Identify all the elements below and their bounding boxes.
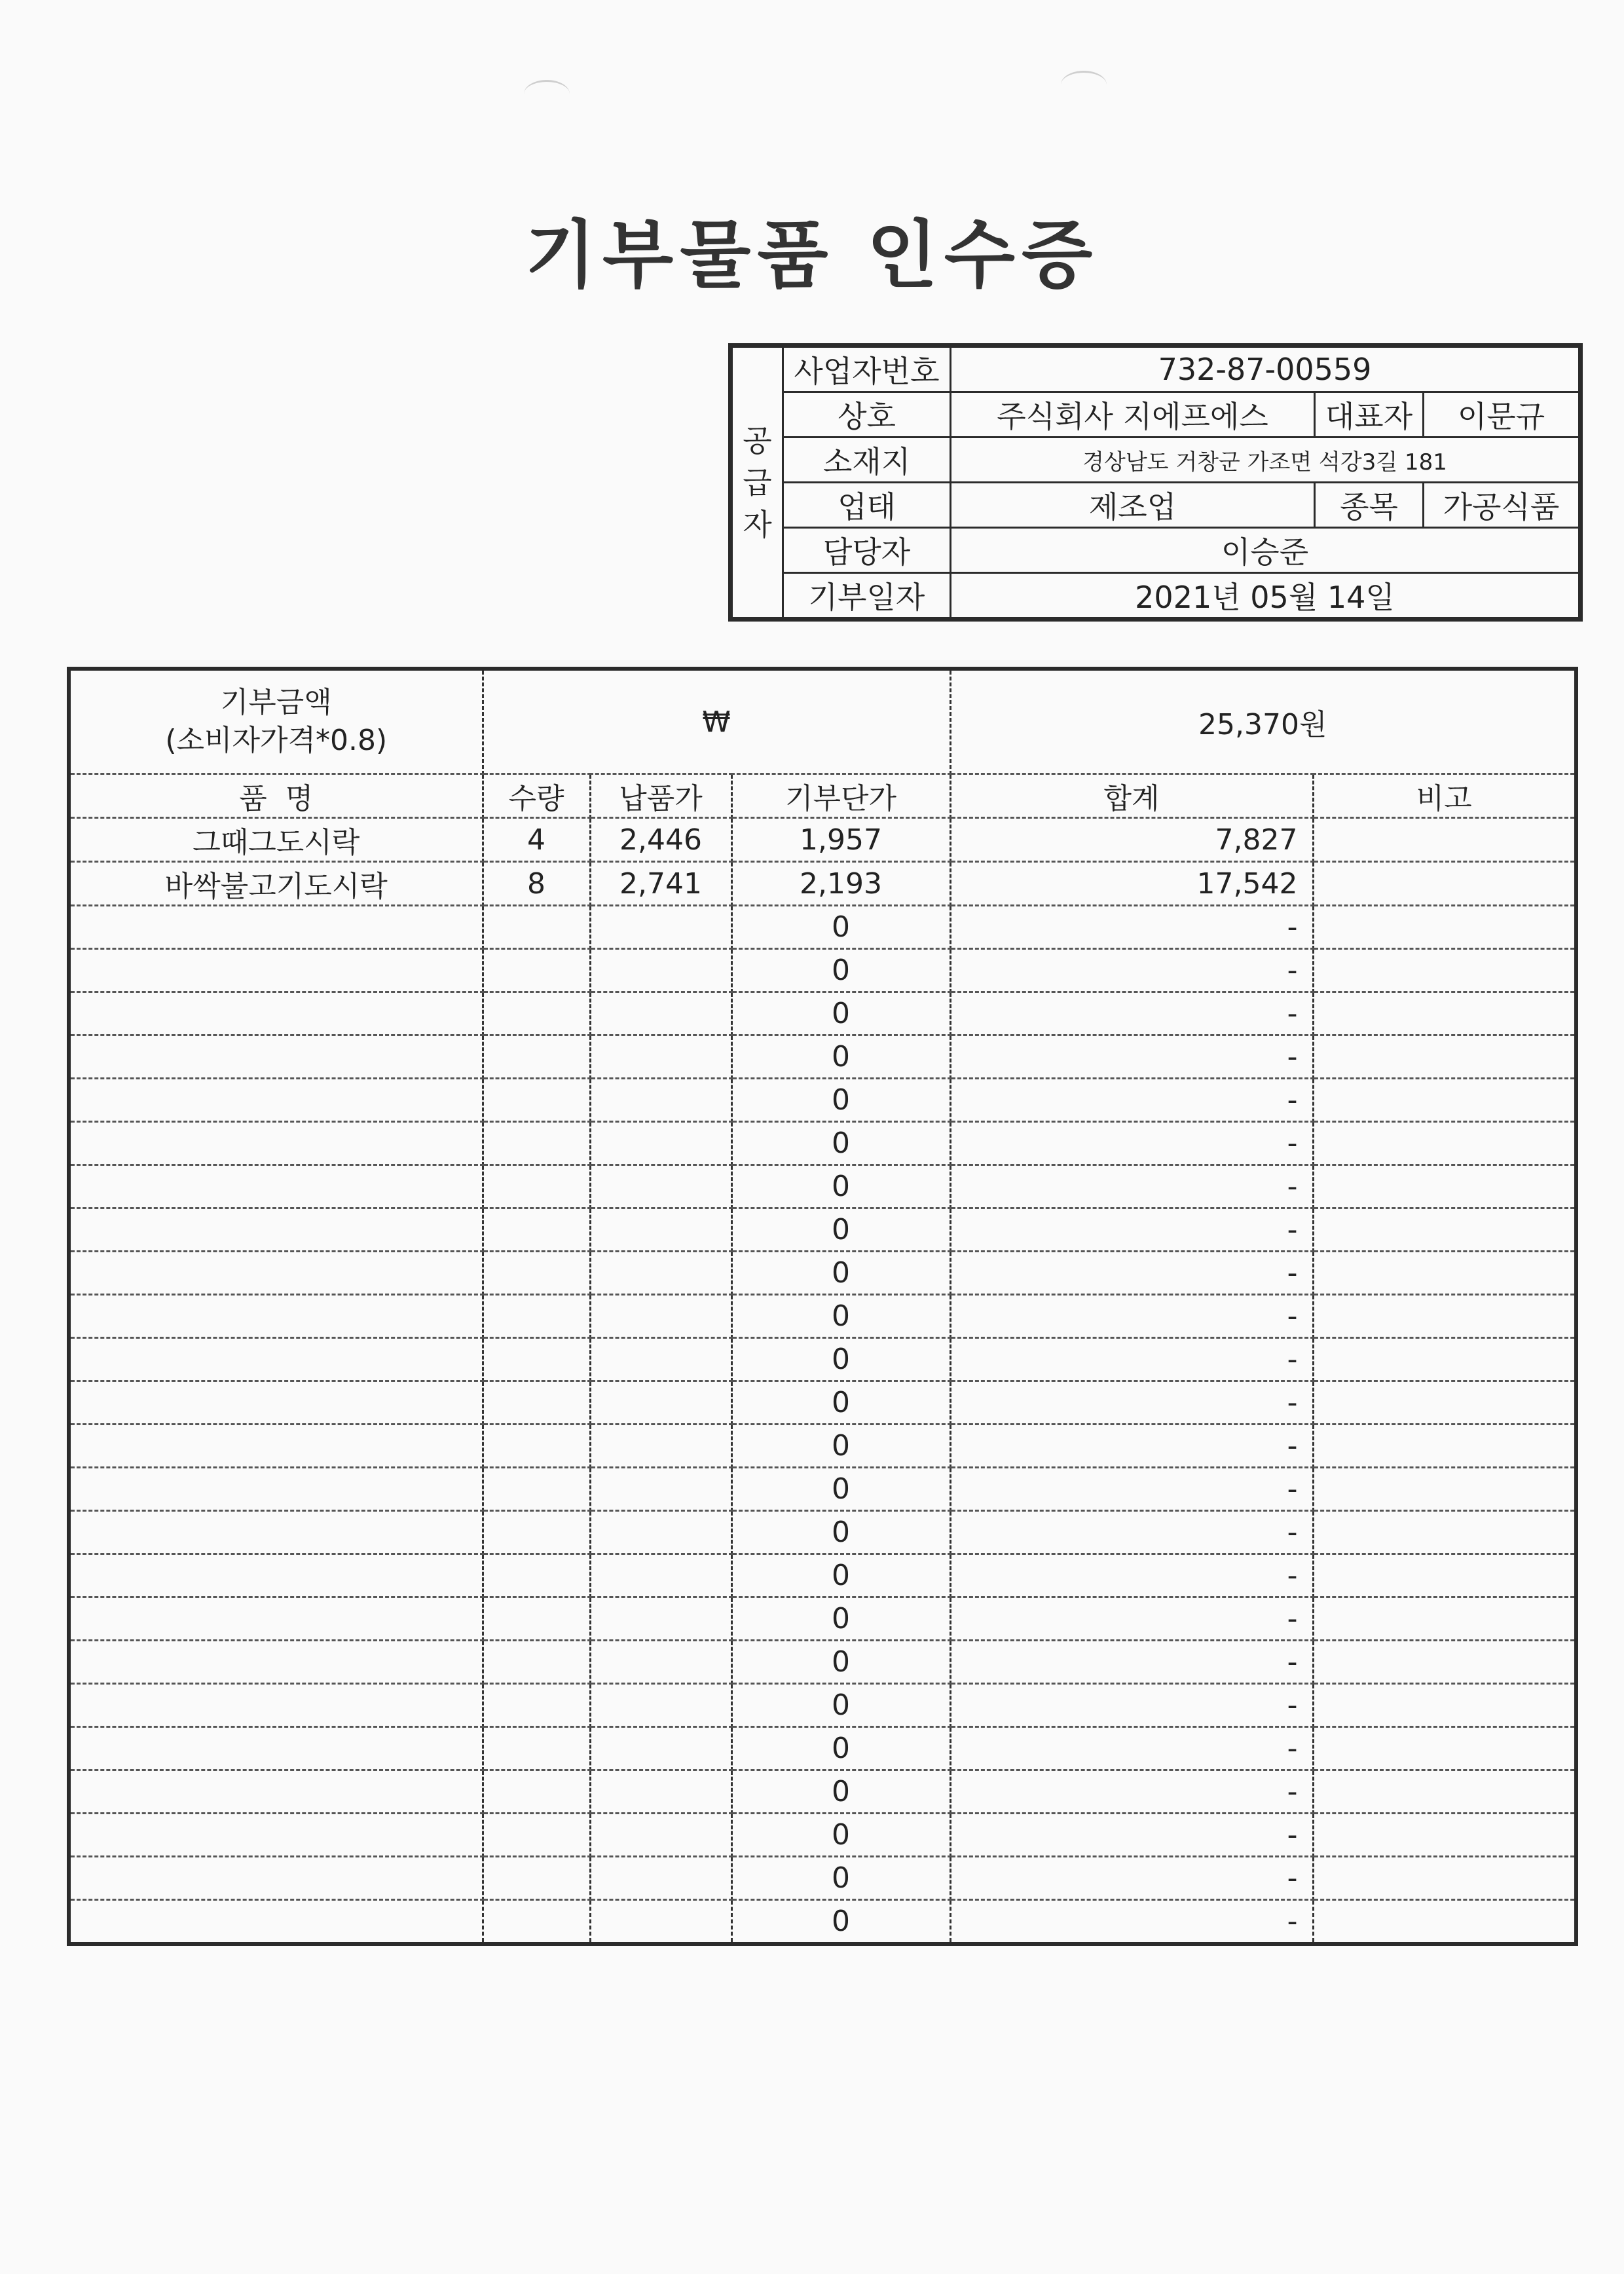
table-row xyxy=(69,1338,1576,1381)
item-note xyxy=(1313,1035,1576,1079)
item-total: - xyxy=(950,1252,1313,1295)
item-supply-price xyxy=(590,1727,731,1770)
item-name xyxy=(69,1770,483,1814)
item-quantity xyxy=(483,1554,590,1597)
item-name xyxy=(69,906,483,949)
item-name xyxy=(69,1727,483,1770)
item-total: - xyxy=(950,1857,1313,1900)
item-quantity xyxy=(483,906,590,949)
item-unit-price: 0 xyxy=(731,1857,950,1900)
header-supply-price: 납품가 xyxy=(590,774,731,818)
item-name: 바싹불고기도시락 xyxy=(69,862,483,906)
header-note: 비고 xyxy=(1313,774,1576,818)
item-total: - xyxy=(950,1770,1313,1814)
document-title: 기부물품 인수증 xyxy=(525,213,1099,298)
address-label: 소재지 xyxy=(783,438,951,483)
table-row xyxy=(69,1554,1576,1597)
item-unit-price: 0 xyxy=(731,1122,950,1165)
item-note xyxy=(1313,906,1576,949)
item-name xyxy=(69,1252,483,1295)
item-total: - xyxy=(950,1381,1313,1425)
item-unit-price: 0 xyxy=(731,1641,950,1684)
item-unit-price: 0 xyxy=(731,1900,950,1945)
item-total: - xyxy=(950,1511,1313,1554)
item-name xyxy=(69,1511,483,1554)
item-total: - xyxy=(950,1597,1313,1641)
item-supply-price: 2,446 xyxy=(590,818,731,862)
item-note xyxy=(1313,818,1576,862)
item-note xyxy=(1313,1252,1576,1295)
category-label: 종목 xyxy=(1315,483,1424,528)
item-unit-price: 0 xyxy=(731,1338,950,1381)
supplier-info-table xyxy=(728,343,1583,622)
item-supply-price xyxy=(590,1641,731,1684)
item-quantity xyxy=(483,1079,590,1122)
item-total: - xyxy=(950,1079,1313,1122)
item-note xyxy=(1313,1857,1576,1900)
donation-date-label: 기부일자 xyxy=(783,573,951,620)
table-row xyxy=(69,949,1576,992)
item-quantity xyxy=(483,1252,590,1295)
item-quantity xyxy=(483,1468,590,1511)
table-row xyxy=(69,1208,1576,1252)
item-unit-price: 2,193 xyxy=(731,862,950,906)
punch-hole-left xyxy=(524,80,570,108)
item-unit-price: 0 xyxy=(731,1208,950,1252)
item-name xyxy=(69,1641,483,1684)
item-supply-price: 2,741 xyxy=(590,862,731,906)
item-supply-price xyxy=(590,1511,731,1554)
side-char: 급 xyxy=(743,464,772,500)
item-name xyxy=(69,1684,483,1727)
item-quantity xyxy=(483,1425,590,1468)
item-supply-price xyxy=(590,1468,731,1511)
item-name xyxy=(69,992,483,1035)
table-row xyxy=(69,1035,1576,1079)
item-name xyxy=(69,1035,483,1079)
item-unit-price: 0 xyxy=(731,1165,950,1208)
item-supply-price xyxy=(590,1122,731,1165)
table-row xyxy=(69,1122,1576,1165)
header-quantity: 수량 xyxy=(483,774,590,818)
item-supply-price xyxy=(590,1381,731,1425)
item-name xyxy=(69,1165,483,1208)
table-row xyxy=(69,862,1576,906)
item-note xyxy=(1313,1425,1576,1468)
item-supply-price xyxy=(590,1597,731,1641)
item-supply-price xyxy=(590,1338,731,1381)
donation-amount-label xyxy=(69,669,483,774)
item-unit-price: 0 xyxy=(731,992,950,1035)
item-quantity xyxy=(483,1857,590,1900)
company-name: 주식회사 지에프에스 xyxy=(951,392,1315,438)
business-type-label: 업태 xyxy=(783,483,951,528)
item-quantity xyxy=(483,1381,590,1425)
table-row xyxy=(69,1295,1576,1338)
item-unit-price: 0 xyxy=(731,1511,950,1554)
item-name xyxy=(69,1338,483,1381)
item-name xyxy=(69,1468,483,1511)
item-note xyxy=(1313,1641,1576,1684)
item-unit-price: 0 xyxy=(731,949,950,992)
item-total: - xyxy=(950,1900,1313,1945)
company-label: 상호 xyxy=(783,392,951,438)
table-row xyxy=(69,818,1576,862)
item-name xyxy=(69,1597,483,1641)
business-type: 제조업 xyxy=(951,483,1315,528)
item-unit-price: 0 xyxy=(731,1727,950,1770)
item-unit-price: 0 xyxy=(731,1468,950,1511)
table-row xyxy=(69,1252,1576,1295)
item-supply-price xyxy=(590,1035,731,1079)
item-total: - xyxy=(950,1165,1313,1208)
item-quantity xyxy=(483,1900,590,1945)
item-total: - xyxy=(950,906,1313,949)
manager-name: 이승준 xyxy=(951,528,1581,573)
item-quantity xyxy=(483,1727,590,1770)
item-unit-price: 0 xyxy=(731,1814,950,1857)
item-quantity xyxy=(483,1770,590,1814)
item-quantity xyxy=(483,1338,590,1381)
item-supply-price xyxy=(590,1295,731,1338)
item-supply-price xyxy=(590,949,731,992)
header-total: 합계 xyxy=(950,774,1313,818)
item-total: - xyxy=(950,1814,1313,1857)
item-note xyxy=(1313,1165,1576,1208)
amount-label-line: (소비자가격*0.8) xyxy=(165,724,388,757)
item-name xyxy=(69,1122,483,1165)
item-note xyxy=(1313,1381,1576,1425)
item-note xyxy=(1313,1079,1576,1122)
item-name: 그때그도시락 xyxy=(69,818,483,862)
item-supply-price xyxy=(590,1900,731,1945)
table-row xyxy=(69,1641,1576,1684)
item-name xyxy=(69,1554,483,1597)
header-unit-price: 기부단가 xyxy=(731,774,950,818)
manager-label: 담당자 xyxy=(783,528,951,573)
item-unit-price: 0 xyxy=(731,1295,950,1338)
item-supply-price xyxy=(590,1814,731,1857)
item-quantity xyxy=(483,1208,590,1252)
item-name xyxy=(69,1857,483,1900)
item-note xyxy=(1313,1770,1576,1814)
donation-date: 2021년 05월 14일 xyxy=(951,573,1581,620)
table-row xyxy=(69,1511,1576,1554)
item-quantity xyxy=(483,1684,590,1727)
table-header-row xyxy=(69,774,1576,818)
item-quantity xyxy=(483,1165,590,1208)
item-note xyxy=(1313,1900,1576,1945)
item-note xyxy=(1313,1208,1576,1252)
item-note xyxy=(1313,949,1576,992)
item-total: 17,542 xyxy=(950,862,1313,906)
table-row xyxy=(69,1165,1576,1208)
item-quantity xyxy=(483,1122,590,1165)
item-total: - xyxy=(950,1468,1313,1511)
item-supply-price xyxy=(590,1857,731,1900)
table-row xyxy=(69,1814,1576,1857)
table-row xyxy=(69,1727,1576,1770)
item-name xyxy=(69,1425,483,1468)
item-unit-price: 0 xyxy=(731,1597,950,1641)
side-char: 자 xyxy=(743,506,772,542)
item-note xyxy=(1313,1727,1576,1770)
item-note xyxy=(1313,1684,1576,1727)
item-quantity xyxy=(483,949,590,992)
item-total: - xyxy=(950,1122,1313,1165)
item-note xyxy=(1313,1554,1576,1597)
item-total: - xyxy=(950,1208,1313,1252)
item-note xyxy=(1313,992,1576,1035)
table-row xyxy=(69,1684,1576,1727)
item-quantity xyxy=(483,1641,590,1684)
item-supply-price xyxy=(590,1165,731,1208)
side-char: 공 xyxy=(743,422,772,458)
item-note xyxy=(1313,1814,1576,1857)
table-row xyxy=(69,1857,1576,1900)
table-row xyxy=(69,1597,1576,1641)
item-total: - xyxy=(950,949,1313,992)
item-total: 7,827 xyxy=(950,818,1313,862)
item-supply-price xyxy=(590,1770,731,1814)
item-total: - xyxy=(950,1684,1313,1727)
item-note xyxy=(1313,1122,1576,1165)
item-quantity: 4 xyxy=(483,818,590,862)
item-supply-price xyxy=(590,1079,731,1122)
item-supply-price xyxy=(590,1554,731,1597)
table-row xyxy=(69,906,1576,949)
item-total: - xyxy=(950,1035,1313,1079)
donation-items-table xyxy=(67,667,1578,1946)
item-unit-price: 0 xyxy=(731,1079,950,1122)
item-supply-price xyxy=(590,992,731,1035)
item-name xyxy=(69,1208,483,1252)
table-row xyxy=(69,992,1576,1035)
punch-hole-right xyxy=(1061,71,1107,99)
item-unit-price: 0 xyxy=(731,906,950,949)
item-supply-price xyxy=(590,1425,731,1468)
item-supply-price xyxy=(590,1208,731,1252)
item-total: - xyxy=(950,1554,1313,1597)
item-quantity: 8 xyxy=(483,862,590,906)
item-note xyxy=(1313,862,1576,906)
table-row xyxy=(69,1468,1576,1511)
item-unit-price: 1,957 xyxy=(731,818,950,862)
business-number: 732-87-00559 xyxy=(951,346,1581,392)
item-unit-price: 0 xyxy=(731,1770,950,1814)
item-total: - xyxy=(950,1425,1313,1468)
business-number-label: 사업자번호 xyxy=(783,346,951,392)
item-total: - xyxy=(950,992,1313,1035)
ceo-name: 이문규 xyxy=(1424,392,1581,438)
item-total: - xyxy=(950,1338,1313,1381)
item-unit-price: 0 xyxy=(731,1554,950,1597)
item-unit-price: 0 xyxy=(731,1035,950,1079)
header-item-name: 품 명 xyxy=(69,774,483,818)
table-row xyxy=(69,1900,1576,1945)
item-name xyxy=(69,1295,483,1338)
item-supply-price xyxy=(590,906,731,949)
item-unit-price: 0 xyxy=(731,1425,950,1468)
item-note xyxy=(1313,1511,1576,1554)
item-name xyxy=(69,949,483,992)
item-supply-price xyxy=(590,1252,731,1295)
table-row xyxy=(69,1079,1576,1122)
item-unit-price: 0 xyxy=(731,1252,950,1295)
item-name xyxy=(69,1900,483,1945)
item-unit-price: 0 xyxy=(731,1684,950,1727)
supplier-side-label xyxy=(731,346,783,620)
item-quantity xyxy=(483,1814,590,1857)
donation-total-amount: 25,370원 xyxy=(950,669,1576,774)
item-quantity xyxy=(483,1511,590,1554)
table-row xyxy=(69,1770,1576,1814)
table-row xyxy=(69,1381,1576,1425)
item-total: - xyxy=(950,1295,1313,1338)
item-quantity xyxy=(483,1295,590,1338)
item-total: - xyxy=(950,1641,1313,1684)
item-note xyxy=(1313,1597,1576,1641)
item-name xyxy=(69,1079,483,1122)
amount-label-line: 기부금액 xyxy=(220,686,332,719)
item-name xyxy=(69,1381,483,1425)
item-total: - xyxy=(950,1727,1313,1770)
item-note xyxy=(1313,1295,1576,1338)
ceo-label: 대표자 xyxy=(1315,392,1424,438)
item-name xyxy=(69,1814,483,1857)
item-unit-price: 0 xyxy=(731,1381,950,1425)
address: 경상남도 거창군 가조면 석강3길 181 xyxy=(951,438,1581,483)
item-note xyxy=(1313,1468,1576,1511)
won-currency-symbol: ₩ xyxy=(483,669,950,774)
category: 가공식품 xyxy=(1424,483,1581,528)
item-quantity xyxy=(483,992,590,1035)
item-supply-price xyxy=(590,1684,731,1727)
table-row xyxy=(69,1425,1576,1468)
item-note xyxy=(1313,1338,1576,1381)
item-quantity xyxy=(483,1597,590,1641)
item-quantity xyxy=(483,1035,590,1079)
